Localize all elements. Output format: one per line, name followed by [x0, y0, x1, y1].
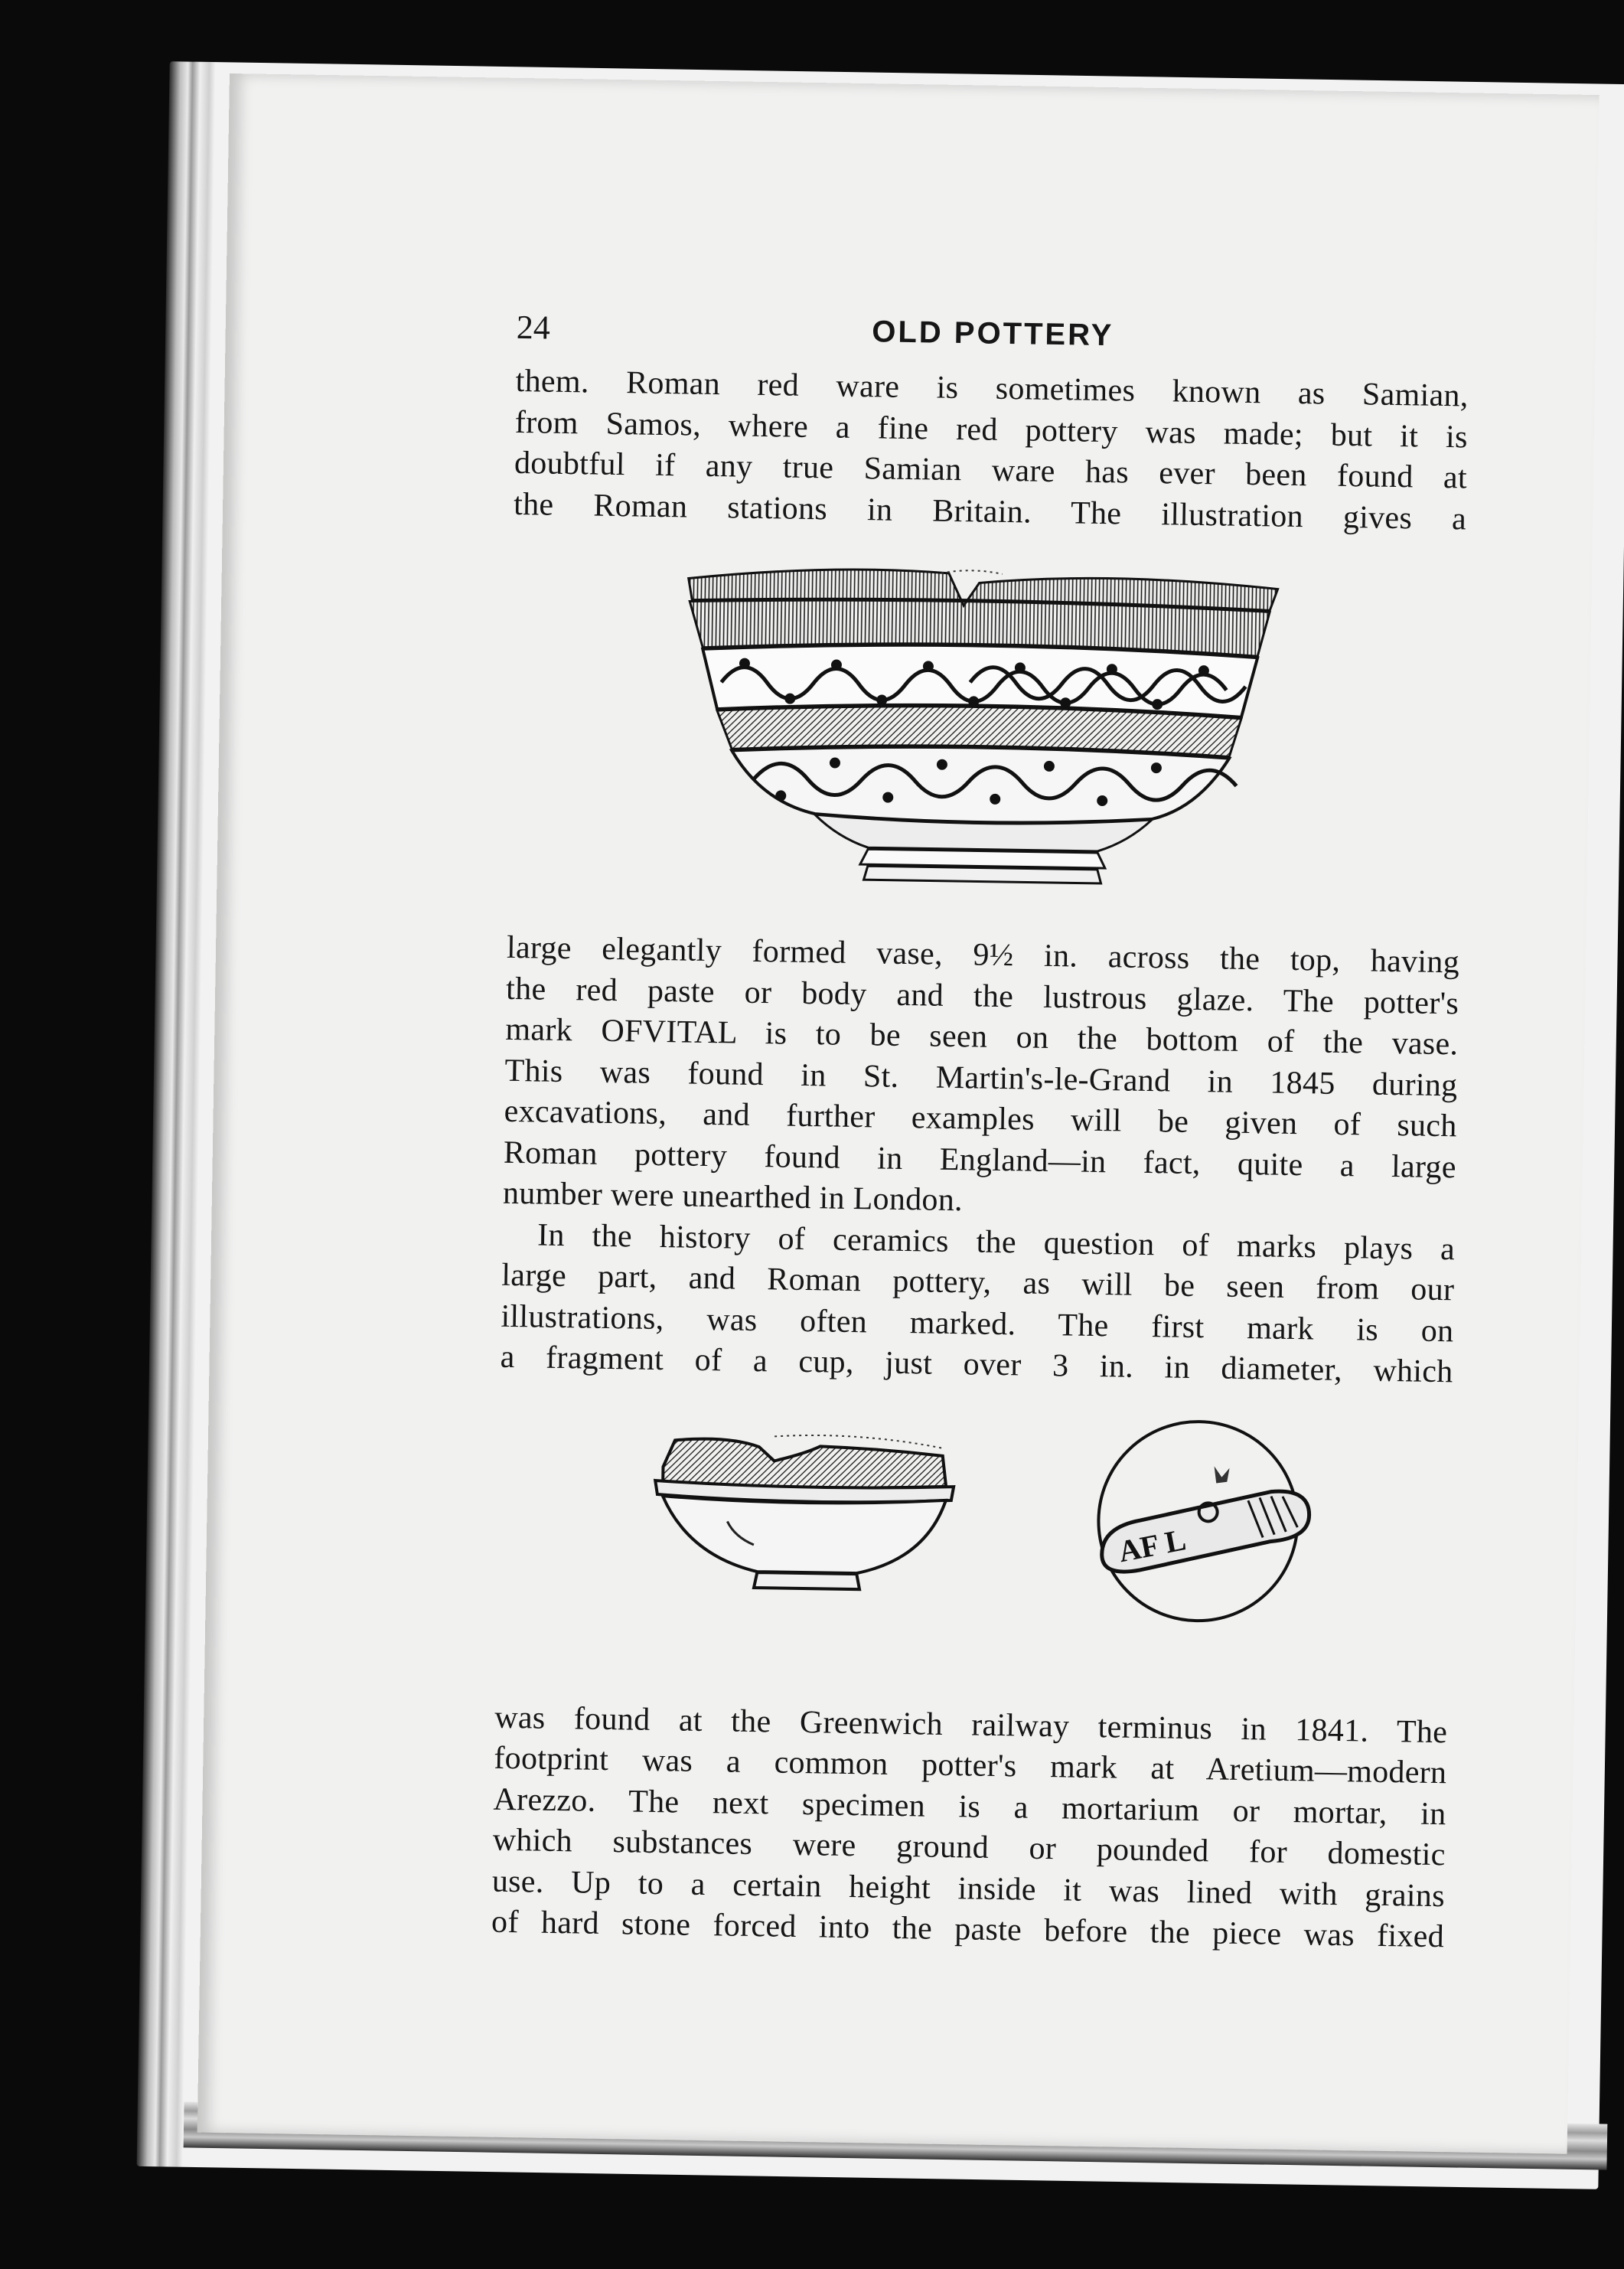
samian-bowl-illustration [507, 545, 1466, 942]
text-line: the red paste or body and the lustrous glaze. The potter's [505, 971, 1459, 1021]
text-line: large elegantly formed vase, 9½ in. across the top, having [506, 929, 1460, 981]
text-line: Roman pottery found in England—in fact, quite a large [503, 1134, 1457, 1185]
paragraph-4 [491, 1697, 1448, 1958]
page-number: 24 [516, 308, 551, 347]
text-line: of hard stone forced into the paste before the piece was fixed [491, 1904, 1445, 1955]
text-line: large part, and Roman pottery, as will be seen from our [501, 1257, 1455, 1308]
text-line: a fragment of a cup, just over 3 in. in diameter, which [500, 1339, 1453, 1390]
text-line: which substances were ground or pounded for domestic [492, 1822, 1446, 1873]
text-line: the Roman stations in Britain. The illustration gives a [513, 486, 1467, 537]
running-title: OLD POTTERY [871, 315, 1114, 353]
text-line: number were unearthed in London. [502, 1175, 964, 1219]
paragraph-2 [503, 928, 1460, 1229]
text-line: from Samos, where a fine red pottery was made; but it is [514, 404, 1469, 455]
footprint-stamp [1097, 1420, 1310, 1622]
text-line: illustrations, was often marked. The first mark is on [501, 1298, 1454, 1349]
samian-bowl-drawing [507, 545, 1466, 942]
cup-fragment-drawing [495, 1395, 1453, 1712]
book-page [197, 73, 1600, 2154]
text-line: them. Roman red ware is sometimes known as Samian, [515, 363, 1469, 414]
paragraph-1 [514, 361, 1469, 540]
text-line: was found at the Greenwich railway terminus in 1841. The [494, 1699, 1448, 1750]
text-line: excavations, and further examples will be given of such [504, 1093, 1457, 1144]
cup-and-mark-illustration [495, 1395, 1453, 1712]
text-line: This was found in St. Martin's-le-Grand in 1845 during [504, 1053, 1458, 1103]
text-line: mark OFVITAL is to be seen on the bottom of the vase. [505, 1011, 1459, 1063]
text-line: In the history of ceramics the question of marks plays a [536, 1217, 1456, 1267]
text-line: Arezzo. The next specimen is a mortarium or mortar, in [493, 1781, 1446, 1832]
text-line: use. Up to a certain height inside it was lined with grains [491, 1863, 1446, 1914]
stamp-letters: AF L [1115, 1521, 1189, 1569]
text-block [491, 308, 1469, 1958]
paragraph-3 [500, 1214, 1455, 1393]
text-line: footprint was a common potter's mark at Aretium—modern [494, 1740, 1447, 1791]
text-line: doubtful if any true Samian ware has ever been found at [514, 445, 1468, 496]
